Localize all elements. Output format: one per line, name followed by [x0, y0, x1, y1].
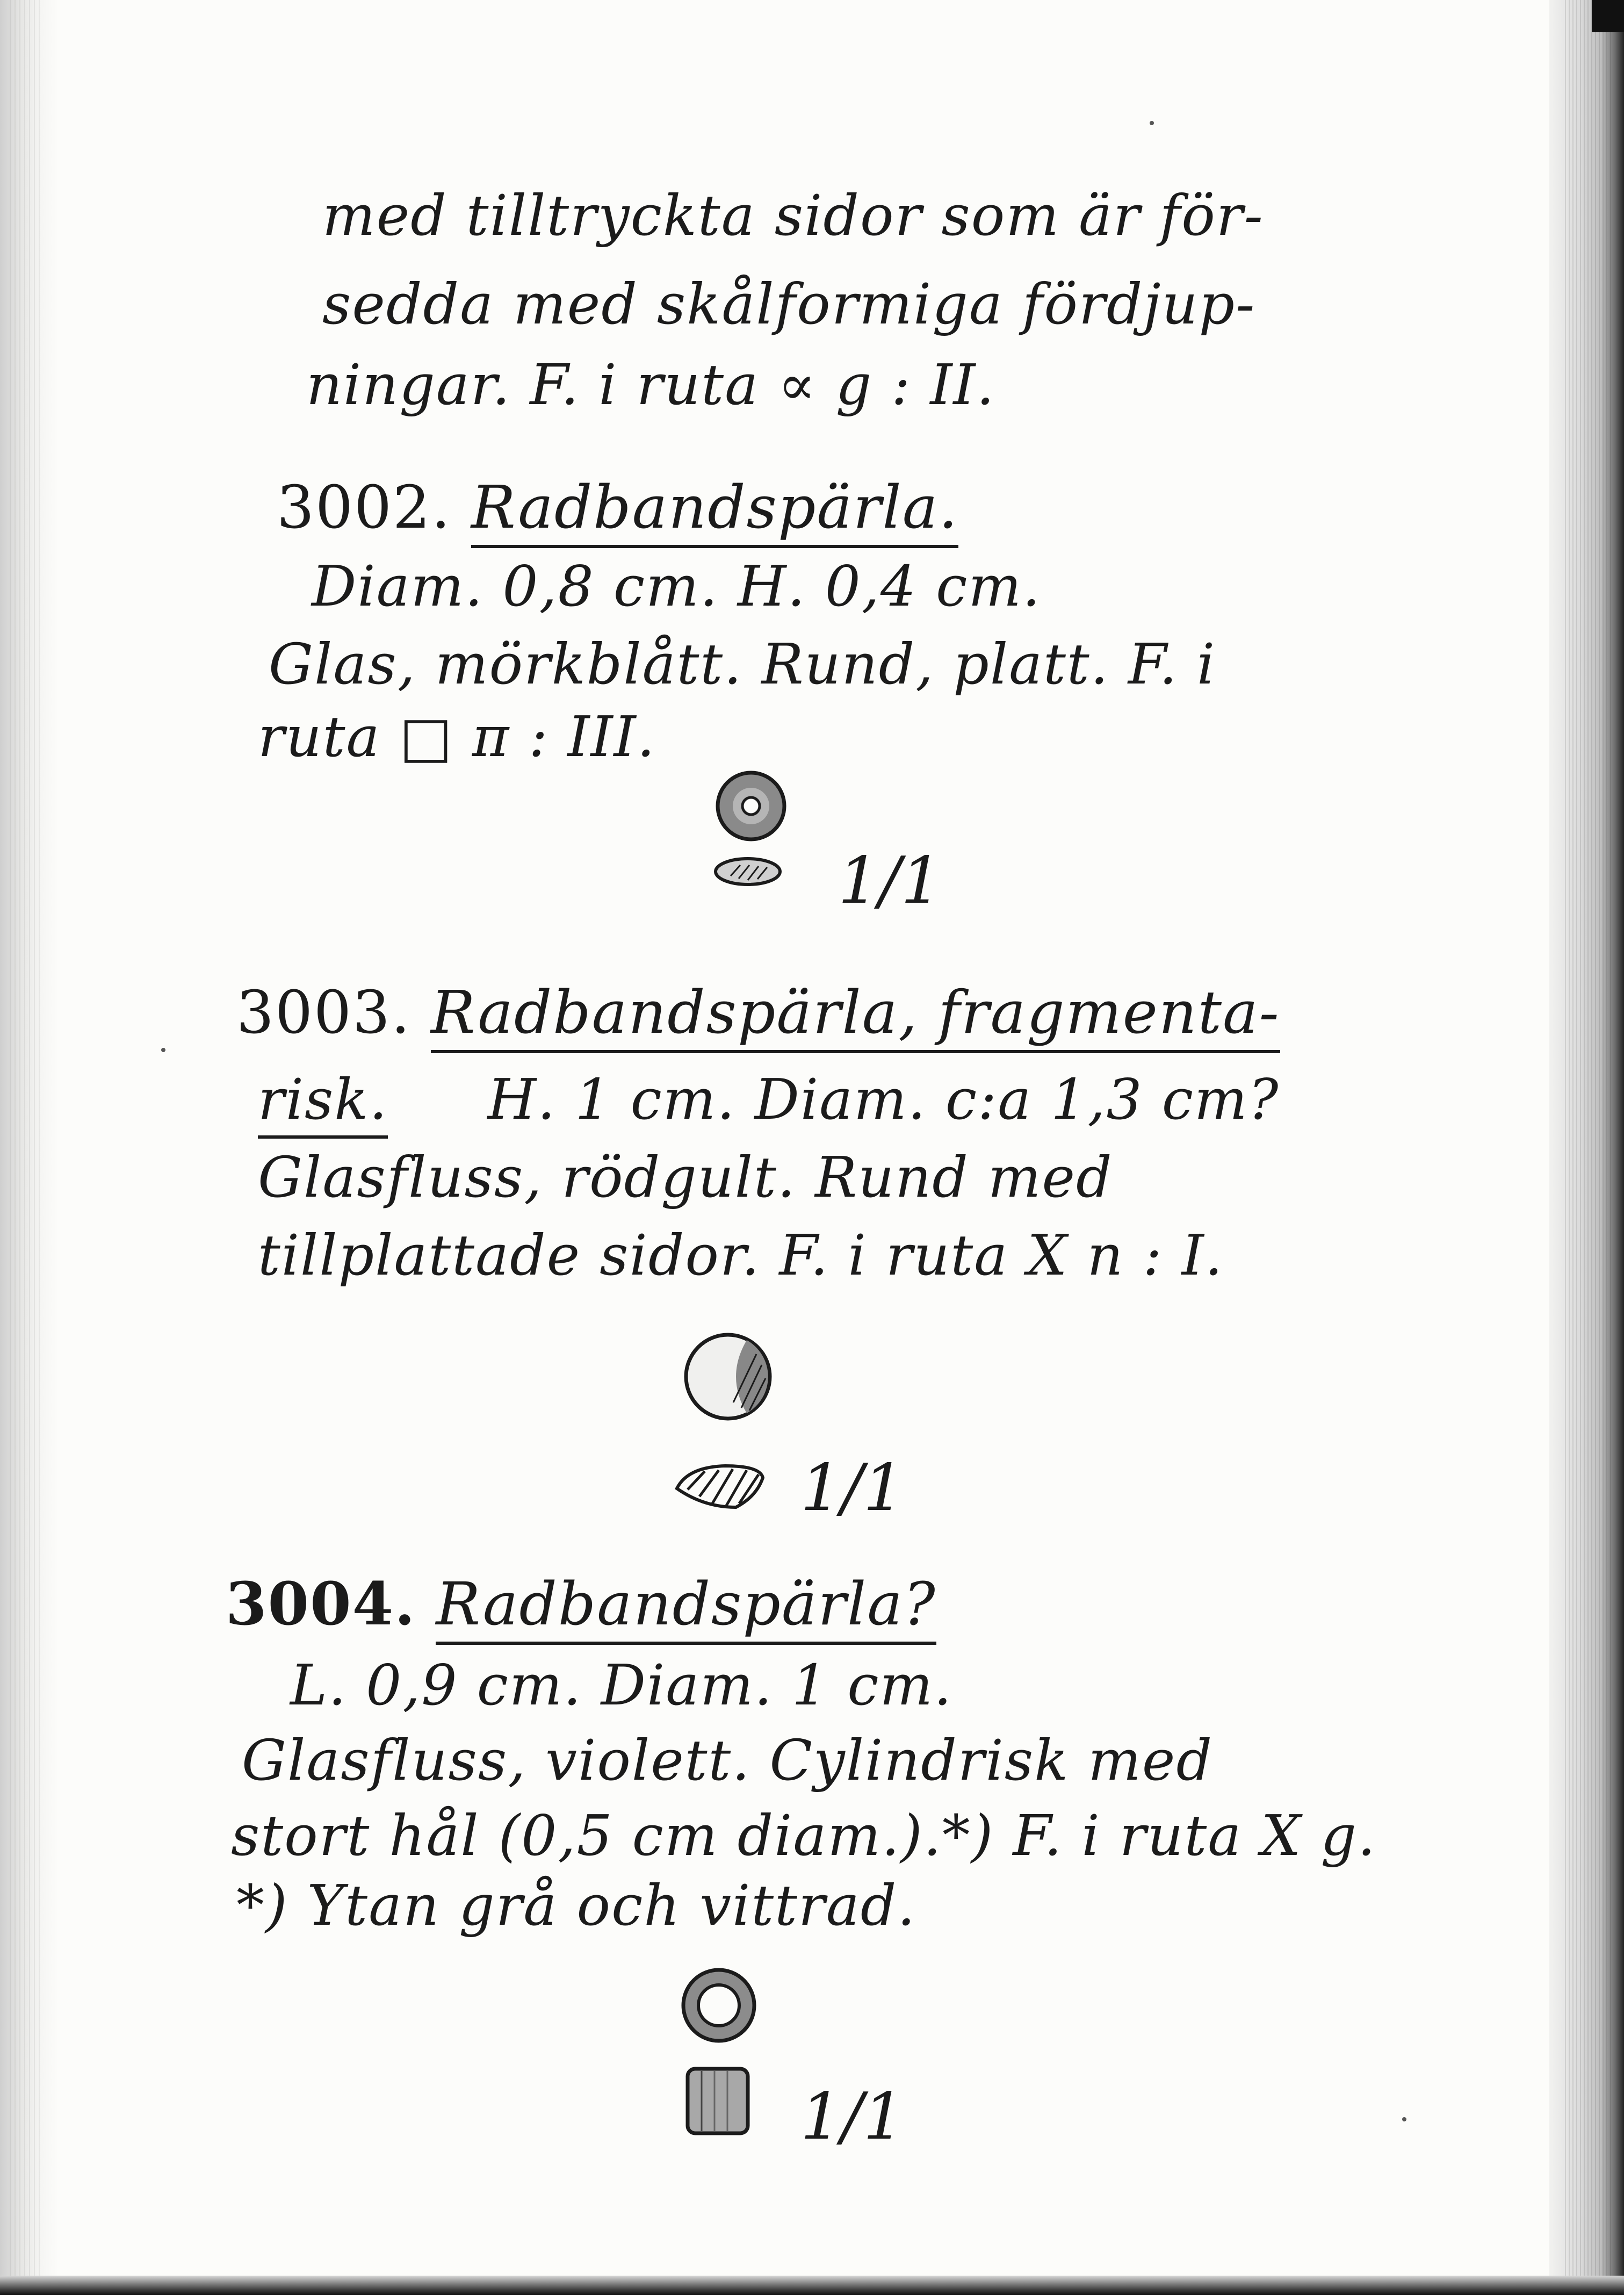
entry-title-continuation: risk. [258, 1067, 388, 1139]
entry-3004-line-1: L. 0,9 cm. Diam. 1 cm. [290, 1652, 953, 1718]
entry-3003-header [236, 978, 1280, 1047]
entry-3003-title-cont [258, 1067, 1279, 1132]
entry-3002-line-1: Diam. 0,8 cm. H. 0,4 cm. [312, 553, 1042, 619]
entry-title: Radbandspärla. [471, 473, 958, 548]
entry-3004-line-3: stort hål (0,5 cm diam.).*) F. i ruta X g. [231, 1803, 1377, 1868]
entry-title: Radbandspärla? [436, 1570, 936, 1645]
entry-3002-scale: 1/1 [838, 844, 942, 918]
bead-3004-drawing [672, 1967, 779, 2139]
entry-number: 3003. [236, 978, 411, 1047]
entry-3002-line-2: Glas, mörkblått. Rund, platt. F. i [269, 631, 1216, 697]
entry-3003-line-2: Glasfluss, rödgult. Rund med [258, 1145, 1113, 1210]
entry-3003-line-3: tillplattade sidor. F. i ruta X n : I. [258, 1222, 1224, 1288]
entry-3003-line-1: H. 1 cm. Diam. c:a 1,3 cm? [487, 1067, 1280, 1132]
page-bottom-edge [0, 2276, 1624, 2295]
entry-number: 3004. [226, 1569, 416, 1638]
bead-3003-drawing [666, 1333, 784, 1526]
entry-3003-scale: 1/1 [800, 1451, 905, 1526]
page-corner-shadow [1592, 0, 1624, 32]
entry-title: Radbandspärla, fragmenta- [431, 978, 1280, 1053]
intro-line-2: sedda med skålformiga fördjup- [322, 271, 1256, 337]
entry-3004-footnote: *) Ytan grå och vittrad. [236, 1873, 916, 1938]
paper-speck [1150, 121, 1154, 125]
paper-speck [1402, 2117, 1406, 2121]
entry-3002-line-3: ruta □ π : III. [258, 704, 656, 769]
entry-number: 3002. [277, 473, 451, 542]
entry-3004-line-2: Glasfluss, violett. Cylindrisk med [242, 1728, 1214, 1793]
entry-3004-scale: 1/1 [800, 2080, 905, 2154]
intro-line-3: ningar. F. i ruta ∝ g : II. [306, 352, 995, 418]
page-binding-lines [10, 0, 42, 2295]
paper-speck [161, 1048, 165, 1052]
entry-3002-header [277, 473, 958, 542]
entry-3004-header [226, 1569, 936, 1638]
page-stack-lines [1565, 0, 1613, 2295]
bead-3002-drawing [709, 768, 795, 897]
intro-line-1: med tilltryckta sidor som är för- [322, 183, 1264, 248]
